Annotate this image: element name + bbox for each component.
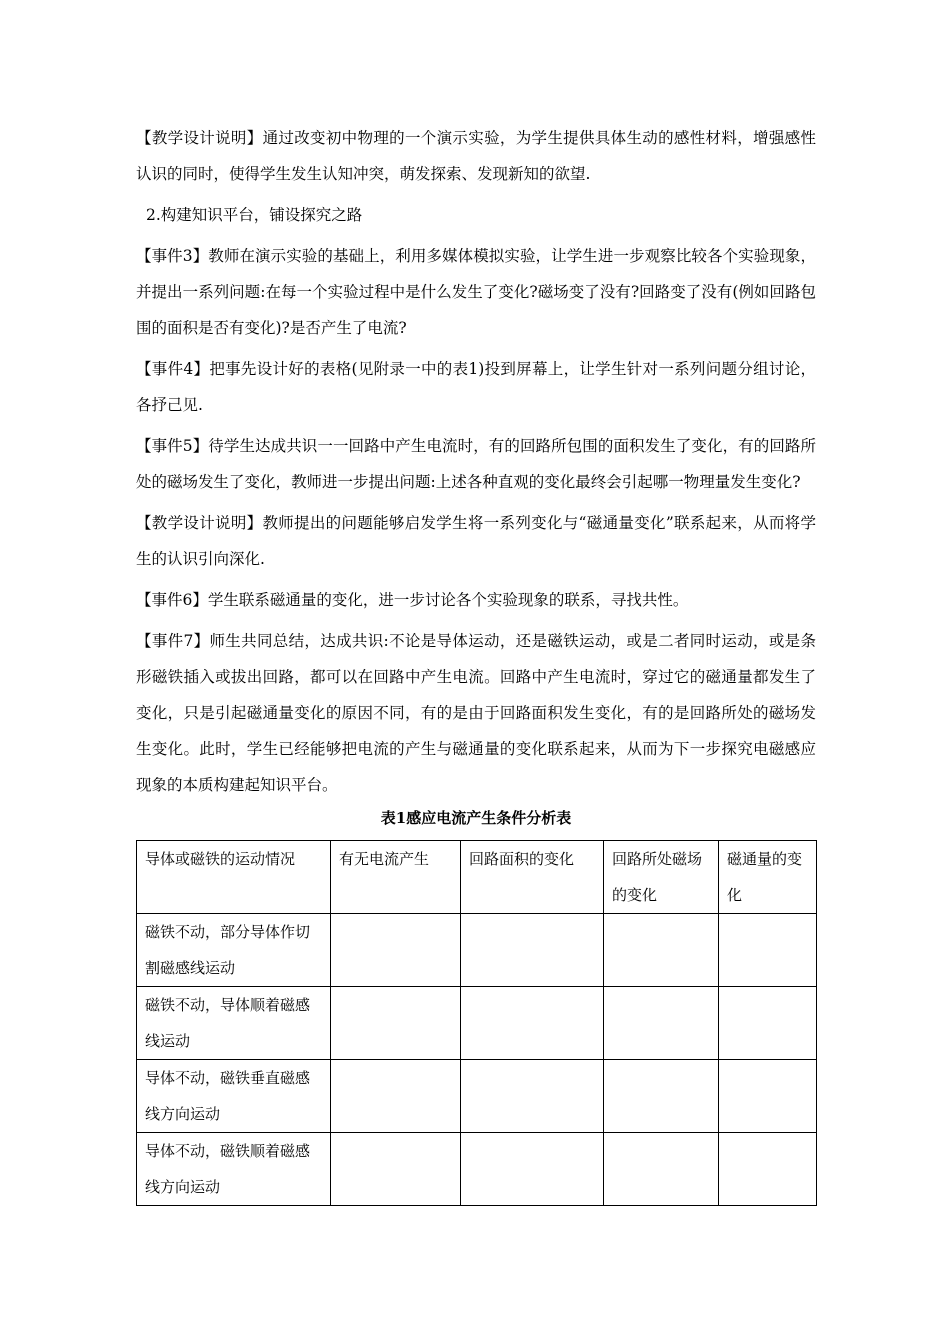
table-cell: 磁铁不动，导体顺着磁感线运动	[137, 987, 331, 1060]
paragraph-event-5: 【事件5】待学生达成共识一一回路中产生电流时，有的回路所包围的面积发生了变化，有的回路所处的磁场发生了变化，教师进一步提出问题:上述各种直观的变化最终会引起哪一物理量发生变化?	[136, 437, 816, 491]
table-row	[137, 987, 817, 1060]
table-cell	[719, 1060, 817, 1133]
table-header-row	[137, 841, 817, 914]
table-cell	[461, 914, 604, 987]
table-cell	[604, 1060, 719, 1133]
table-cell	[604, 1133, 719, 1206]
table-cell	[331, 1133, 461, 1206]
body-text	[136, 120, 816, 808]
table-caption: 表1感应电流产生条件分析表	[380, 809, 572, 827]
table-cell	[719, 987, 817, 1060]
header-area-change: 回路面积的变化	[461, 841, 604, 914]
section-heading: 2.构建知识平台，铺设探究之路	[146, 206, 363, 224]
paragraph-event-4: 【事件4】把事先设计好的表格(见附录一中的表1)投到屏幕上，让学生针对一系列问题分组讨论，各抒己见.	[136, 360, 816, 414]
paragraph-event-6: 【事件6】学生联系磁通量的变化，进一步讨论各个实验现象的联系，寻找共性。	[136, 591, 689, 609]
table-cell	[461, 1133, 604, 1206]
header-current: 有无电流产生	[331, 841, 461, 914]
table-cell	[719, 914, 817, 987]
header-flux-change: 磁通量的变化	[719, 841, 817, 914]
table-cell	[461, 987, 604, 1060]
table-cell	[461, 1060, 604, 1133]
paragraph-event-7: 【事件7】师生共同总结，达成共识:不论是导体运动，还是磁铁运动，或是二者同时运动，或是条形磁铁插入或拔出回路，都可以在回路中产生电流。回路中产生电流时，穿过它的磁通量都发生了变化，只是引起磁通量变化的原因不同，有的是由于回路面积发生变化，有的是回路所处的磁场发生变化。此时，学生已经能够把电流的产生与磁通量的变化联系起来，从而为下一步探究电磁感应现象的本质构建起知识平台。	[136, 632, 816, 794]
header-motion: 导体或磁铁的运动情况	[137, 841, 331, 914]
table-row	[137, 1060, 817, 1133]
table-cell	[331, 914, 461, 987]
table-cell	[331, 987, 461, 1060]
paragraph-design-note-1: 【教学设计说明】通过改变初中物理的一个演示实验，为学生提供具体生动的感性材料，增强感性认识的同时，使得学生发生认知冲突，萌发探索、发现新知的欲望.	[136, 129, 816, 183]
table-cell	[604, 914, 719, 987]
table-cell: 导体不动，磁铁顺着磁感线方向运动	[137, 1133, 331, 1206]
table-cell	[604, 987, 719, 1060]
table-row	[137, 914, 817, 987]
table-cell: 导体不动，磁铁垂直磁感线方向运动	[137, 1060, 331, 1133]
table-cell	[331, 1060, 461, 1133]
analysis-table	[136, 840, 817, 1206]
paragraph-design-note-2: 【教学设计说明】教师提出的问题能够启发学生将一系列变化与“磁通量变化”联系起来，从而将学生的认识引向深化.	[136, 514, 816, 568]
header-field-change: 回路所处磁场的变化	[604, 841, 719, 914]
paragraph-event-3: 【事件3】教师在演示实验的基础上，利用多媒体模拟实验，让学生进一步观察比较各个实验现象，并提出一系列问题:在每一个实验过程中是什么发生了变化?磁场变了没有?回路变了没有(例如回路包围的面积是否有变化)?是否产生了电流?	[136, 247, 816, 337]
table-row	[137, 1133, 817, 1206]
table-cell	[719, 1133, 817, 1206]
table-cell: 磁铁不动，部分导体作切割磁感线运动	[137, 914, 331, 987]
